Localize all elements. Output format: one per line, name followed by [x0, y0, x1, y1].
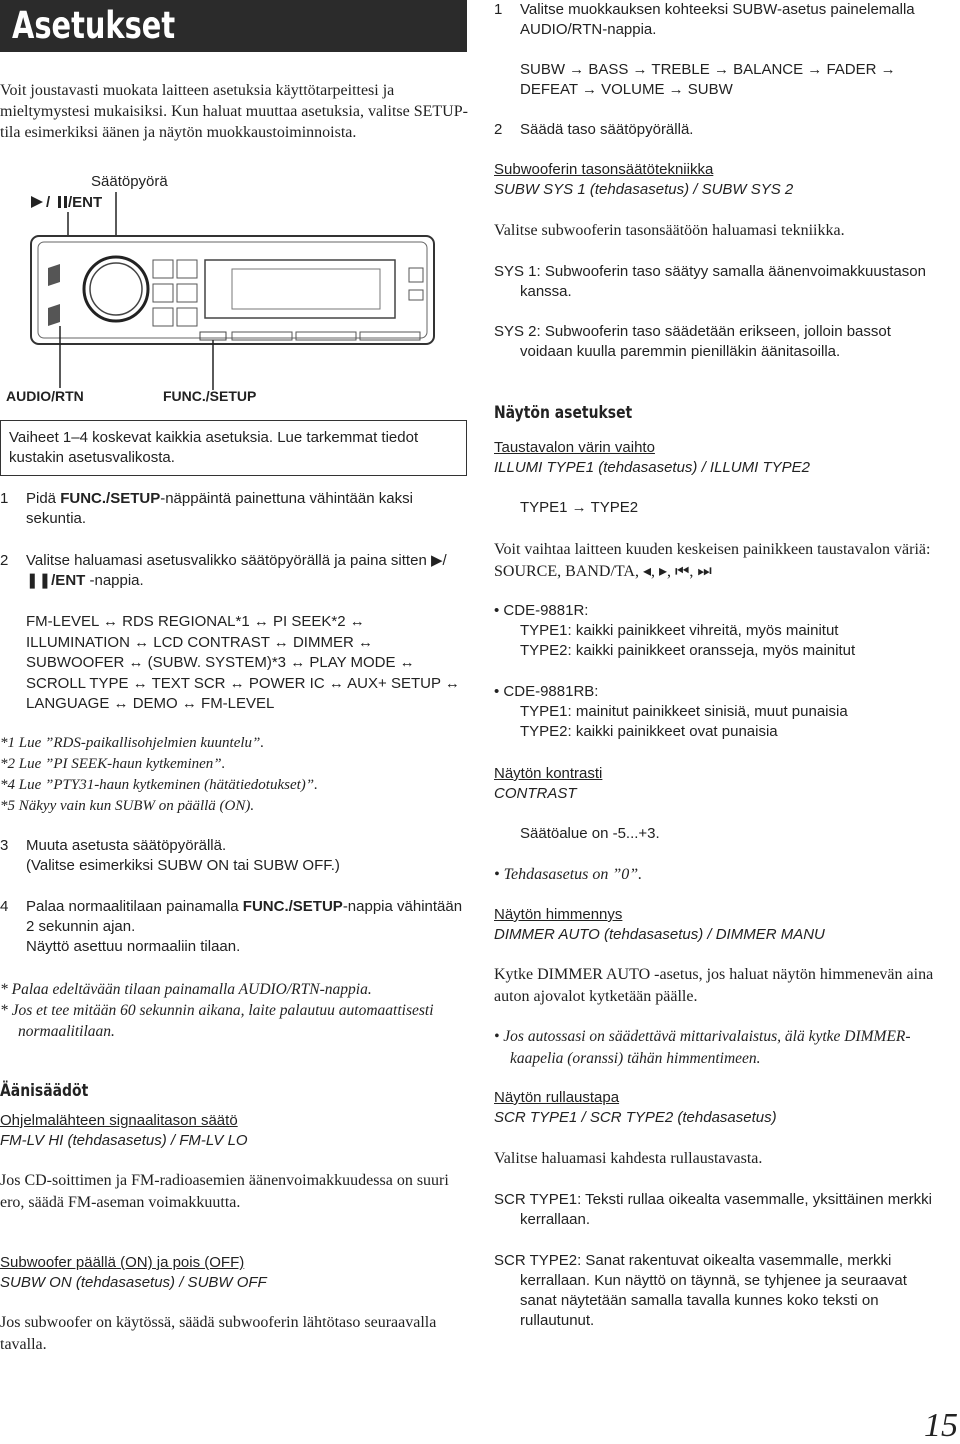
scr-type2-desc: SCR TYPE2: Sanat rakentuvat oikealta vasemmalle, merkki kerrallaan. Kun näyttö on täynnä, se tyhjenee ja seuraavat sanat näytetään samalla tavalla kunnes koko teksti on rullautunut.: [494, 1252, 907, 1329]
pause-icon: [58, 196, 61, 208]
sys1-desc: SYS 1: Subwooferin taso säätyy samalla äänenvoimakkuustason kanssa.: [494, 263, 926, 300]
scr-type1-desc: SCR TYPE1: Teksti rullaa oikealta vasemmalle, yksittäinen merkki kerrallaan.: [494, 1191, 932, 1228]
footnotes: [0, 733, 468, 817]
func-setup-label: FUNC./SETUP: [163, 388, 257, 404]
notes: [0, 979, 462, 1042]
intro-text: Voit joustavasti muokata laitteen asetuksia käyttötarpeittesi ja mieltymystesi mukaisiksi. Kun haluat muuttaa asetuksia, valitse SETUP-tila esimerkiksi äänen ja näytön muokkaustoiminnoista.: [0, 82, 468, 141]
step-4: 4 Palaa normaalitilaan painamalla FUNC./SETUP-nappia vähintään 2 sekunnin ajan. Näyttö asettuu normaaliin tilaan.: [0, 898, 463, 955]
contrast-sub: CONTRAST: [494, 785, 577, 802]
contrast-default: • Tehdasasetus on ”0”.: [494, 866, 643, 883]
display-section: [494, 403, 934, 424]
ent-label: /ENT: [68, 194, 103, 211]
footnote-2: *2 Lue ”PI SEEK-haun kytkeminen”.: [0, 756, 226, 772]
scroll-title: Näytön rullaustapa: [494, 1089, 620, 1106]
model-1-block: • CDE-9881R: TYPE1: kaikki painikkeet vihreitä, myös mainitut TYPE2: kaikki painikkeet oransseja, myös mainitut: [494, 602, 856, 659]
dimmer-note: • Jos autossasi on säädettävä mittarivalaistus, älä kytke DIMMER-kaapelia (oranssi) tähän himmentimeen.: [494, 1028, 911, 1067]
dimmer-block: [494, 905, 934, 945]
audio-heading: Äänisäädöt: [0, 1081, 89, 1101]
model-2-block: • CDE-9881RB: TYPE1: mainitut painikkeet sinisiä, muut punaisia TYPE2: kaikki painikkeet ovat punaisia: [494, 683, 848, 740]
page-title: Asetukset: [12, 4, 176, 47]
step-3: 3 Muuta asetusta säätöpyörällä. (Valitse esimerkiksi SUBW ON tai SUBW OFF.): [0, 837, 340, 874]
subw-system-title: Subwooferin tasonsäätötekniikka: [494, 161, 714, 178]
dimmer-title: Näytön himmennys: [494, 906, 623, 923]
backlight-block: [494, 438, 934, 478]
stereo-diagram: [0, 168, 468, 408]
footnote-5: *5 Näkyy vain kun SUBW on päällä (ON).: [0, 798, 255, 814]
scroll-block: [494, 1088, 934, 1128]
audio-rtn-label: AUDIO/RTN: [6, 388, 84, 404]
contrast-range: Säätöalue on -5...+3.: [520, 825, 660, 842]
subwoofer-title: Subwoofer päällä (ON) ja pois (OFF): [0, 1254, 245, 1271]
sys2-desc: SYS 2: Subwooferin taso säädetään erikseen, jolloin bassot voidaan kuulla paremmin pienilläkin äänitasoilla.: [494, 323, 891, 360]
dimmer-sub: DIMMER AUTO (tehdasasetus) / DIMMER MANU: [494, 926, 825, 943]
note-1: * Palaa edeltävään tilaan painamalla AUDIO/RTN-nappia.: [0, 981, 372, 998]
subwoofer-sub: SUBW ON (tehdasasetus) / SUBW OFF: [0, 1274, 267, 1291]
right-step-2: 2 Säädä taso säätöpyörällä.: [494, 121, 694, 138]
signal-level-body: Jos CD-soittimen ja FM-radioasemien äänenvoimakkuudessa on suuri ero, säädä FM-aseman voimakkuutta.: [0, 1172, 449, 1211]
signal-level-title: Ohjelmalähteen signaalitason säätö: [0, 1112, 238, 1129]
backlight-chain: TYPE1 → TYPE2: [520, 499, 639, 516]
knob-label: Säätöpyörä: [91, 173, 168, 190]
menu-chain: FM-LEVEL ↔ RDS REGIONAL*1 ↔ PI SEEK*2 ↔ ILLUMINATION ↔ LCD CONTRAST ↔ DIMMER ↔ SUBWOOFER ↔ (SUBW. SYSTEM)*3 ↔ PLAY MODE ↔ SCROLL TYPE ↔ TEXT SCR ↔ POWER IC ↔ AUX+ SETUP ↔ LANGUAGE ↔ DEMO ↔ FM-LEVEL: [26, 613, 460, 712]
play-icon: [31, 196, 43, 208]
note-2: * Jos et tee mitään 60 sekunnin aikana, laite palautuu automaattisesti normaalitilaan.: [0, 1002, 434, 1040]
subwoofer-body: Jos subwoofer on käytössä, säädä subwooferin lähtötaso seuraavalla tavalla.: [0, 1314, 437, 1353]
svg-text:/: /: [46, 194, 51, 211]
page-number: 15: [924, 1407, 958, 1444]
subw-chain: SUBW → BASS → TREBLE → BALANCE → FADER → DEFEAT → VOLUME → SUBW: [520, 61, 896, 98]
subw-system-sub: SUBW SYS 1 (tehdasasetus) / SUBW SYS 2: [494, 181, 794, 198]
subw-system-body: Valitse subwooferin tasonsäätöön haluamasi tekniikka.: [494, 222, 845, 239]
step-1: 1 Pidä FUNC./SETUP-näppäintä painettuna vähintään kaksi sekuntia.: [0, 490, 413, 527]
model-1-name: CDE-9881R:: [503, 602, 589, 619]
backlight-body: Voit vaihtaa laitteen kuuden keskeisen painikkeen taustavalon väriä: SOURCE, BAND/TA, ◂, ▸, ⏮, ⏭: [494, 541, 931, 580]
steps-note-box: Vaiheet 1–4 koskevat kaikkia asetuksia. Lue tarkemmat tiedot kustakin asetusvalikosta.: [0, 420, 467, 476]
subw-system-block: [494, 160, 934, 200]
contrast-title: Näytön kontrasti: [494, 765, 603, 782]
signal-level-block: [0, 1111, 468, 1151]
play-pause-icon: ▶/❚❚: [26, 552, 447, 589]
scroll-body: Valitse haluamasi kahdesta rullaustavasta.: [494, 1150, 763, 1167]
rotary-encoder: [84, 257, 148, 321]
footnote-1: *1 Lue ”RDS-paikallisohjelmien kuuntelu”.: [0, 735, 265, 751]
backlight-sub: ILLUMI TYPE1 (tehdasasetus) / ILLUMI TYPE2: [494, 459, 810, 476]
dimmer-body: Kytke DIMMER AUTO -asetus, jos haluat näytön himmenevän aina auton ajovalot kytketään päälle.: [494, 966, 934, 1005]
signal-level-sub: FM-LV HI (tehdasasetus) / FM-LV LO: [0, 1132, 248, 1149]
right-step-1: 1 Valitse muokkauksen kohteeksi SUBW-asetus painelemalla AUDIO/RTN-nappia.: [494, 1, 915, 38]
contrast-block: [494, 764, 934, 804]
subwoofer-block: [0, 1253, 468, 1293]
scroll-sub: SCR TYPE1 / SCR TYPE2 (tehdasasetus): [494, 1109, 777, 1126]
footnote-4: *4 Lue ”PTY31-haun kytkeminen (hätätiedotukset)”.: [0, 777, 318, 793]
backlight-title: Taustavalon värin vaihto: [494, 439, 655, 456]
audio-section: [0, 1081, 468, 1102]
title-bar: [0, 0, 467, 52]
display-heading: Näytön asetukset: [494, 403, 633, 423]
model-2-name: CDE-9881RB:: [503, 683, 599, 700]
stereo-figure: [0, 168, 468, 408]
step-2: 2 Valitse haluamasi asetusvalikko säätöpyörällä ja paina sitten ▶/❚❚/ENT -nappia.: [0, 552, 447, 589]
